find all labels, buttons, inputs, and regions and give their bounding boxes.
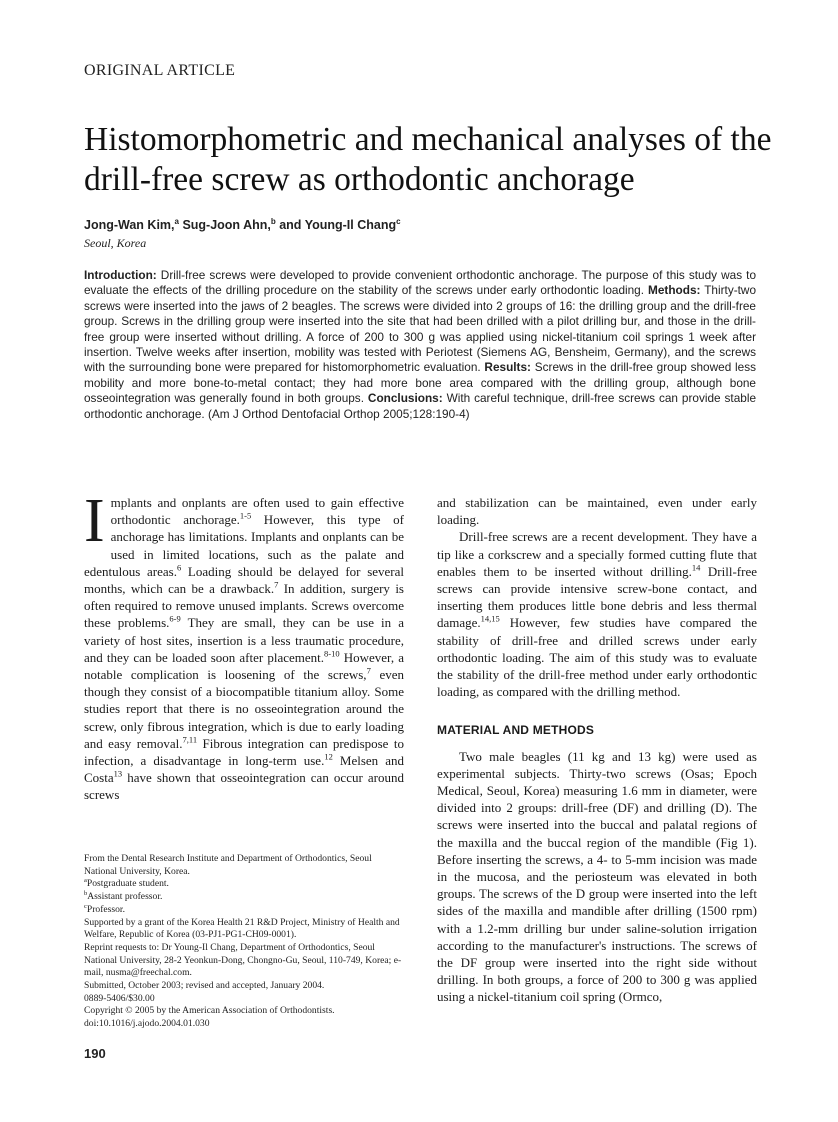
body-text: However, this type of anchorage has limitations. Implants and onplants can be used in limited locations, such as the palate and edentulous areas. <box>84 512 404 579</box>
footnote-mark: b <box>84 889 88 897</box>
body-text: Drill-free screws can provide intensive screw-bone contact, and inserting them produces little bone debris and less thermal damage. <box>437 563 757 631</box>
body-text: even though they consist of a biocompatible titanium alloy. Some studies report that there is no osseointegration around the screw, only fibrous integration, which is due to early loading and easy removal. <box>84 667 404 751</box>
citation-ref: 7 <box>366 665 371 676</box>
body-paragraph: and stabilization can be maintained, even under early loading. <box>437 495 757 528</box>
drop-cap: I <box>84 487 105 555</box>
body-text: Fibrous integration can predispose to infection, a disadvantage in long-term use. <box>84 735 404 769</box>
abstract <box>84 268 756 422</box>
section-label: ORIGINAL ARTICLE <box>84 62 236 79</box>
body-text: Loading should be delayed for several months, which can be a drawback. <box>84 563 404 597</box>
citation-ref: 7 <box>274 579 279 590</box>
citation-ref: 7,11 <box>182 734 198 745</box>
body-text: However, a notable complication is loosening of the screws, <box>84 649 404 683</box>
author-location: Seoul, Korea <box>84 236 147 250</box>
body-paragraph: Two male beagles (11 kg and 13 kg) were used as experimental subjects. Thirty-two screws (Osas; Epoch Medical, Seoul, Korea) measuring 1.6 mm in diameter, were divided into 2 groups: drill-free (DF) and drilling (D). The screws were inserted into the buccal and palatal regions of the maxilla and the buccal region of the mandible (Fig 1). Before inserting the screws, a 4- to 5-mm incision was made in the mucosa, and the periosteum was elevated in both groups. The screws of the D group were inserted into the left sides of the maxilla and mandible after drilling (1500 rpm) with a 1.2-mm drilling bur under saline-solution irrigation according to the manufacturer's instructions. The screws of the DF group were inserted into the right side without drilling. In both groups, a force of 200 to 300 g was applied using a nickel-titanium coil spring (Ormco, <box>437 748 757 1005</box>
body-paragraph <box>84 487 405 804</box>
footnote: From the Dental Research Institute and Department of Orthodontics, Seoul National University, Korea. <box>84 853 372 877</box>
abstract-text: Thirty-two screws were inserted into the jaws of 2 beagles. The screws were divided into 2 groups of 16: the drilling group and the drill-free group. Screws in the drilling group were inserted into the site that had been drilled with a pilot drilling bur, and those in the drill-free group were inserted without drilling. A force of 200 to 300 g was applied using nickel-titanium coil springs 1 week after insertion. Twelve weeks after insertion, mobility was tested with Periotest (Siemens AG, Bensheim, Germany), and the screws with the surrounding bone were prepared for histomorphometric evaluation. <box>84 283 757 375</box>
footnote: Supported by a grant of the Korea Health 21 R&D Project, Ministry of Health and Welfare, Republic of Korea (03-PJ1-PG1-CH09-0001). <box>84 916 400 941</box>
body-text: In addition, surgery is often required to remove unused implants. Screws overcome these problems. <box>84 581 404 631</box>
abstract-text: With careful technique, drill-free screws can provide stable orthodontic anchorage. (Am J Orthod Dentofacial Orthop 2005;128:190-4) <box>84 391 757 421</box>
footnote-doi: doi:10.1016/j.ajodo.2004.01.030 <box>84 1018 210 1030</box>
author-name: Jong-Wan Kim, <box>84 218 175 232</box>
footnote: 0889-5406/$30.00 <box>84 992 155 1004</box>
body-paragraph <box>437 528 757 700</box>
citation-ref: 8-10 <box>324 648 340 659</box>
citation-ref: 1-5 <box>239 510 252 521</box>
abstract-text: Screws in the drill-free group showed less mobility and more bone-to-metal contact; they had more bone area compared with the drilling group, although bone osseointegration was generally found in both groups. <box>84 360 756 406</box>
footnote-text: Professor. <box>86 903 125 915</box>
abstract-label-methods: Methods: <box>644 283 701 298</box>
citation-ref: 14,15 <box>480 614 500 625</box>
article-title: Histomorphometric and mechanical analyses of the drill-free screw as orthodontic anchorage <box>84 121 772 198</box>
author-name: Sug-Joon Ahn, <box>178 218 271 232</box>
footnote: Submitted, October 2003; revised and accepted, January 2004. <box>84 980 325 992</box>
footnote-mark: c <box>84 902 87 910</box>
footnote <box>84 891 406 904</box>
footnote <box>84 904 406 917</box>
footnote: Copyright © 2005 by the American Association of Orthodontists. <box>84 1005 335 1017</box>
body-text: They are small, they can be use in a variety of host sites, insertion is a less traumatic procedure, and they can be loaded soon after placement. <box>84 615 405 665</box>
body-text: However, few studies have compared the stability of drill-free and drilled screws under early orthodontic loading. The aim of this study was to evaluate the stability of the drill-free method under early orthodontic loading, as compared with the drilling method. <box>437 615 757 700</box>
abstract-label-results: Results: <box>480 360 531 375</box>
body-text: Drill-free screws are a recent development. They have a tip like a corkscrew and a specially formed cutting flute that enables them to be inserted without drilling. <box>437 529 757 579</box>
abstract-text: Drill-free screws were developed to provide convenient orthodontic anchorage. The purpose of this study was to evaluate the effects of the drilling procedure on the stability of the screws under early orthodontic loading. <box>84 268 756 298</box>
author-affiliation-mark: c <box>396 216 401 226</box>
footnote-mark: a <box>84 877 87 885</box>
page-number: 190 <box>84 1046 106 1061</box>
citation-ref: 6 <box>176 562 182 573</box>
footnote-text: Postgraduate student. <box>86 878 169 890</box>
author-name: and Young-Il Chang <box>275 218 397 232</box>
body-text: have shown that osseointegration can occur around screws <box>84 770 404 803</box>
footnotes <box>84 853 406 1031</box>
abstract-label-conclusions: Conclusions: <box>364 391 443 406</box>
footnote: Reprint requests to: Dr Young-Il Chang, Department of Orthodontics, Seoul National University, 28-2 Yeonkun-Dong, Chongno-Gu, Seoul, 110-749, Korea; e-mail, nusma@freechal.com. <box>84 941 402 979</box>
citation-ref: 14 <box>691 562 701 573</box>
section-heading: MATERIAL AND METHODS <box>437 723 595 738</box>
body-text: mplants and onplants are often used to gain effective orthodontic anchorage. <box>110 495 404 528</box>
author-affiliation-mark: b <box>270 216 276 226</box>
author-list <box>84 218 401 232</box>
citation-ref: 6-9 <box>169 614 181 625</box>
author-affiliation-mark: a <box>174 216 179 226</box>
abstract-label-introduction: Introduction: <box>84 268 157 282</box>
body-column-right <box>437 494 757 1006</box>
body-text: Melsen and Costa <box>84 753 404 786</box>
body-column-left <box>84 487 405 804</box>
citation-ref: 13 <box>113 768 123 779</box>
citation-ref: 12 <box>324 751 333 762</box>
footnote <box>84 878 406 891</box>
footnote-text: Assistant professor. <box>87 891 163 903</box>
